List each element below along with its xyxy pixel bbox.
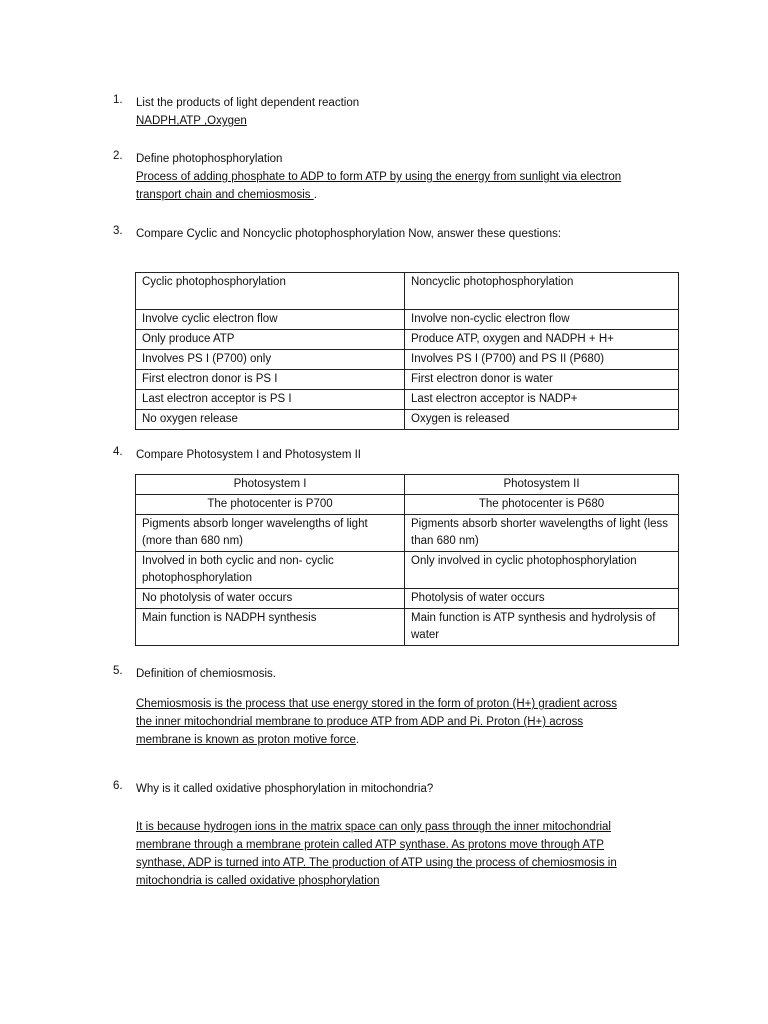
table-cell: Photolysis of water occurs <box>405 589 679 609</box>
table-header-row <box>136 475 679 495</box>
question-5-answer-line-3 <box>136 731 359 749</box>
question-5-answer-line-2: the inner mitochondrial membrane to produce ATP from ADP and Pi. Proton (H+) across <box>136 716 584 728</box>
table-cell: The photocenter is P680 <box>405 495 679 515</box>
question-1-answer: NADPH,ATP ,Oxygen <box>136 115 247 127</box>
question-2-answer-line-2-text: transport chain and chemiosmosis <box>136 189 314 201</box>
question-5-answer-line-3-tail: . <box>355 734 360 746</box>
question-1-text: List the products of light dependent reaction <box>136 97 360 109</box>
table-cell: Last electron acceptor is PS I <box>136 390 405 410</box>
question-5-number: 5. <box>113 665 123 677</box>
question-4-number: 4. <box>113 446 123 458</box>
table-row <box>136 330 679 350</box>
table-cell: No photolysis of water occurs <box>136 589 405 609</box>
table-cell: Pigments absorb shorter wavelengths of light (less than 680 nm) <box>405 515 679 552</box>
table-cell: Produce ATP, oxygen and NADPH + H+ <box>405 330 679 350</box>
question-6-answer-line-4: mitochondria is called oxidative phosphorylation <box>136 875 380 887</box>
table-cell: Involve non-cyclic electron flow <box>405 310 679 330</box>
question-5-text: Definition of chemiosmosis. <box>136 668 276 680</box>
table-cell: Involved in both cyclic and non- cyclic photophosphorylation <box>136 552 405 589</box>
table-row <box>136 495 679 515</box>
question-4-text: Compare Photosystem I and Photosystem II <box>136 449 361 461</box>
table-cell: Involves PS I (P700) and PS II (P680) <box>405 350 679 370</box>
question-2-answer-line-2-tail: . <box>313 189 317 201</box>
table-cell: Involve cyclic electron flow <box>136 310 405 330</box>
question-3-number: 3. <box>113 225 123 237</box>
question-6-answer-line-2: membrane through a membrane protein called ATP synthase. As protons move through ATP <box>136 839 604 851</box>
table-row <box>136 310 679 330</box>
table-header-cell: Photosystem II <box>405 475 679 495</box>
question-6-number: 6. <box>113 780 123 792</box>
question-2-answer-line-1: Process of adding phosphate to ADP to form ATP by using the energy from sunlight via electron <box>136 171 622 183</box>
table-row <box>136 552 679 589</box>
table-row <box>136 370 679 390</box>
question-1-number: 1. <box>113 94 123 106</box>
table-cell: Only produce ATP <box>136 330 405 350</box>
table-cell: First electron donor is water <box>405 370 679 390</box>
table-cell: Main function is NADPH synthesis <box>136 609 405 646</box>
table-cell: The photocenter is P700 <box>136 495 405 515</box>
question-3-text: Compare Cyclic and Noncyclic photophosphorylation Now, answer these questions: <box>136 228 562 240</box>
table-row <box>136 410 679 430</box>
question-6-answer-line-3: synthase, ADP is turned into ATP. The production of ATP using the process of chemiosmosis in <box>136 857 617 869</box>
table-header-cell: Cyclic photophosphorylation <box>136 273 405 310</box>
table-header-cell: Photosystem I <box>136 475 405 495</box>
table-row <box>136 609 679 646</box>
table-cell: Last electron acceptor is NADP+ <box>405 390 679 410</box>
table-cell: No oxygen release <box>136 410 405 430</box>
question-5-answer-line-1: Chemiosmosis is the process that use energy stored in the form of proton (H+) gradient across <box>136 698 617 710</box>
photosystem-table <box>135 474 679 646</box>
table-row <box>136 350 679 370</box>
table-header-cell: Noncyclic photophosphorylation <box>405 273 679 310</box>
table-row <box>136 515 679 552</box>
table-cell: Oxygen is released <box>405 410 679 430</box>
table-cell: First electron donor is PS I <box>136 370 405 390</box>
table-cell: Only involved in cyclic photophosphorylation <box>405 552 679 589</box>
table-row <box>136 390 679 410</box>
table-cell: Pigments absorb longer wavelengths of light (more than 680 nm) <box>136 515 405 552</box>
cyclic-noncyclic-table <box>135 272 679 430</box>
question-5-answer-line-3-text: membrane is known as proton motive force <box>136 734 356 746</box>
question-6-text: Why is it called oxidative phosphorylation in mitochondria? <box>136 783 434 795</box>
question-2-number: 2. <box>113 150 123 162</box>
table-row <box>136 589 679 609</box>
table-cell: Involves PS I (P700) only <box>136 350 405 370</box>
question-2-text: Define photophosphorylation <box>136 153 283 165</box>
table-cell: Main function is ATP synthesis and hydrolysis of water <box>405 609 679 646</box>
question-2-answer-line-2 <box>136 186 317 204</box>
question-6-answer-line-1: It is because hydrogen ions in the matrix space can only pass through the inner mitochondrial <box>136 821 611 833</box>
table-header-row <box>136 273 679 310</box>
